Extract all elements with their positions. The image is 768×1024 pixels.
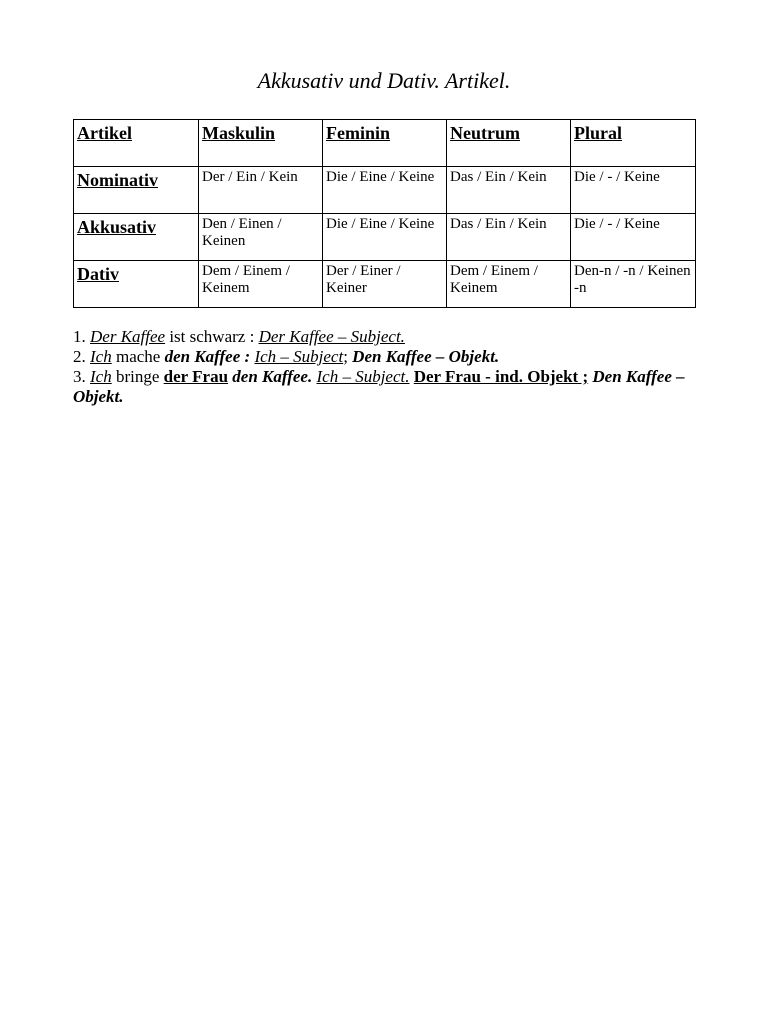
example-segment: mache [111,347,165,366]
table-cell [447,167,571,214]
example-segment: den Kaffee. [232,367,313,386]
header-cell [74,120,199,167]
table-cell [571,261,696,308]
row-label-akkusativ: Akkusativ [77,217,157,237]
row-label-nominativ: Nominativ [77,170,158,190]
cell-nominativ-plural: Die / - / Keine [574,169,660,185]
example-sentences [73,327,695,407]
table-cell [199,214,323,261]
example-segment: Der Kaffee – Subject. [258,327,405,346]
row-label-dativ: Dativ [77,264,119,284]
table-cell [199,167,323,214]
cell-akkusativ-plural: Die / - / Keine [574,216,660,232]
example-segment: Den Kaffee – Objekt. [73,367,685,406]
example-segment: Der Frau - ind. Objekt ; [413,367,589,386]
cell-akkusativ-neutrum: Das / Ein / Kein [450,216,547,232]
example-segment: bringe [111,367,164,386]
header-maskulin: Maskulin [202,123,276,143]
table-row [74,261,696,308]
table-header-row [74,120,696,167]
table-cell [199,261,323,308]
table-row [74,214,696,261]
example-line-1 [73,327,695,347]
example-segment: Ich – Subject. [316,367,410,386]
cell-dativ-neutrum: Dem / Einem / Keinem [450,263,538,296]
cell-nominativ-maskulin: Der / Ein / Kein [202,169,298,185]
example-segment: Ich [90,347,112,366]
example-segment: Den Kaffee – Objekt. [352,347,500,366]
table-cell [571,214,696,261]
example-segment: ; [343,347,353,366]
example-segment: ist schwarz : [165,327,259,346]
header-cell [447,120,571,167]
table-cell [323,167,447,214]
cell-akkusativ-maskulin: Den / Einen / Keinen [202,216,282,249]
example-line-3 [73,367,695,407]
example-number: 1. [73,327,90,346]
row-label-cell [74,167,199,214]
header-artikel: Artikel [77,123,132,143]
table-cell [323,214,447,261]
cell-dativ-plural: Den-n / -n / Keinen -n [574,263,691,296]
header-cell [323,120,447,167]
example-segment: den Kaffee : [164,347,255,366]
example-segment: der Frau [163,367,229,386]
example-line-2 [73,347,695,367]
header-feminin: Feminin [326,123,391,143]
header-neutrum: Neutrum [450,123,520,143]
table-row [74,167,696,214]
article-table [73,119,696,308]
example-number: 2. [73,347,90,366]
example-segment: Ich [90,367,112,386]
table-cell [447,261,571,308]
cell-dativ-maskulin: Dem / Einem / Keinem [202,263,290,296]
header-cell [571,120,696,167]
cell-dativ-feminin: Der / Einer / Keiner [326,263,401,296]
row-label-cell [74,214,199,261]
header-plural: Plural [574,123,622,143]
table-cell [447,214,571,261]
example-segment: Der Kaffee [90,327,166,346]
cell-nominativ-neutrum: Das / Ein / Kein [450,169,547,185]
table-cell [323,261,447,308]
table-cell [571,167,696,214]
header-cell [199,120,323,167]
cell-akkusativ-feminin: Die / Eine / Keine [326,216,435,232]
document-title: Akkusativ und Dativ. Artikel. [257,68,511,93]
example-number: 3. [73,367,90,386]
cell-nominativ-feminin: Die / Eine / Keine [326,169,435,185]
row-label-cell [74,261,199,308]
example-segment: Ich – Subject [254,347,344,366]
